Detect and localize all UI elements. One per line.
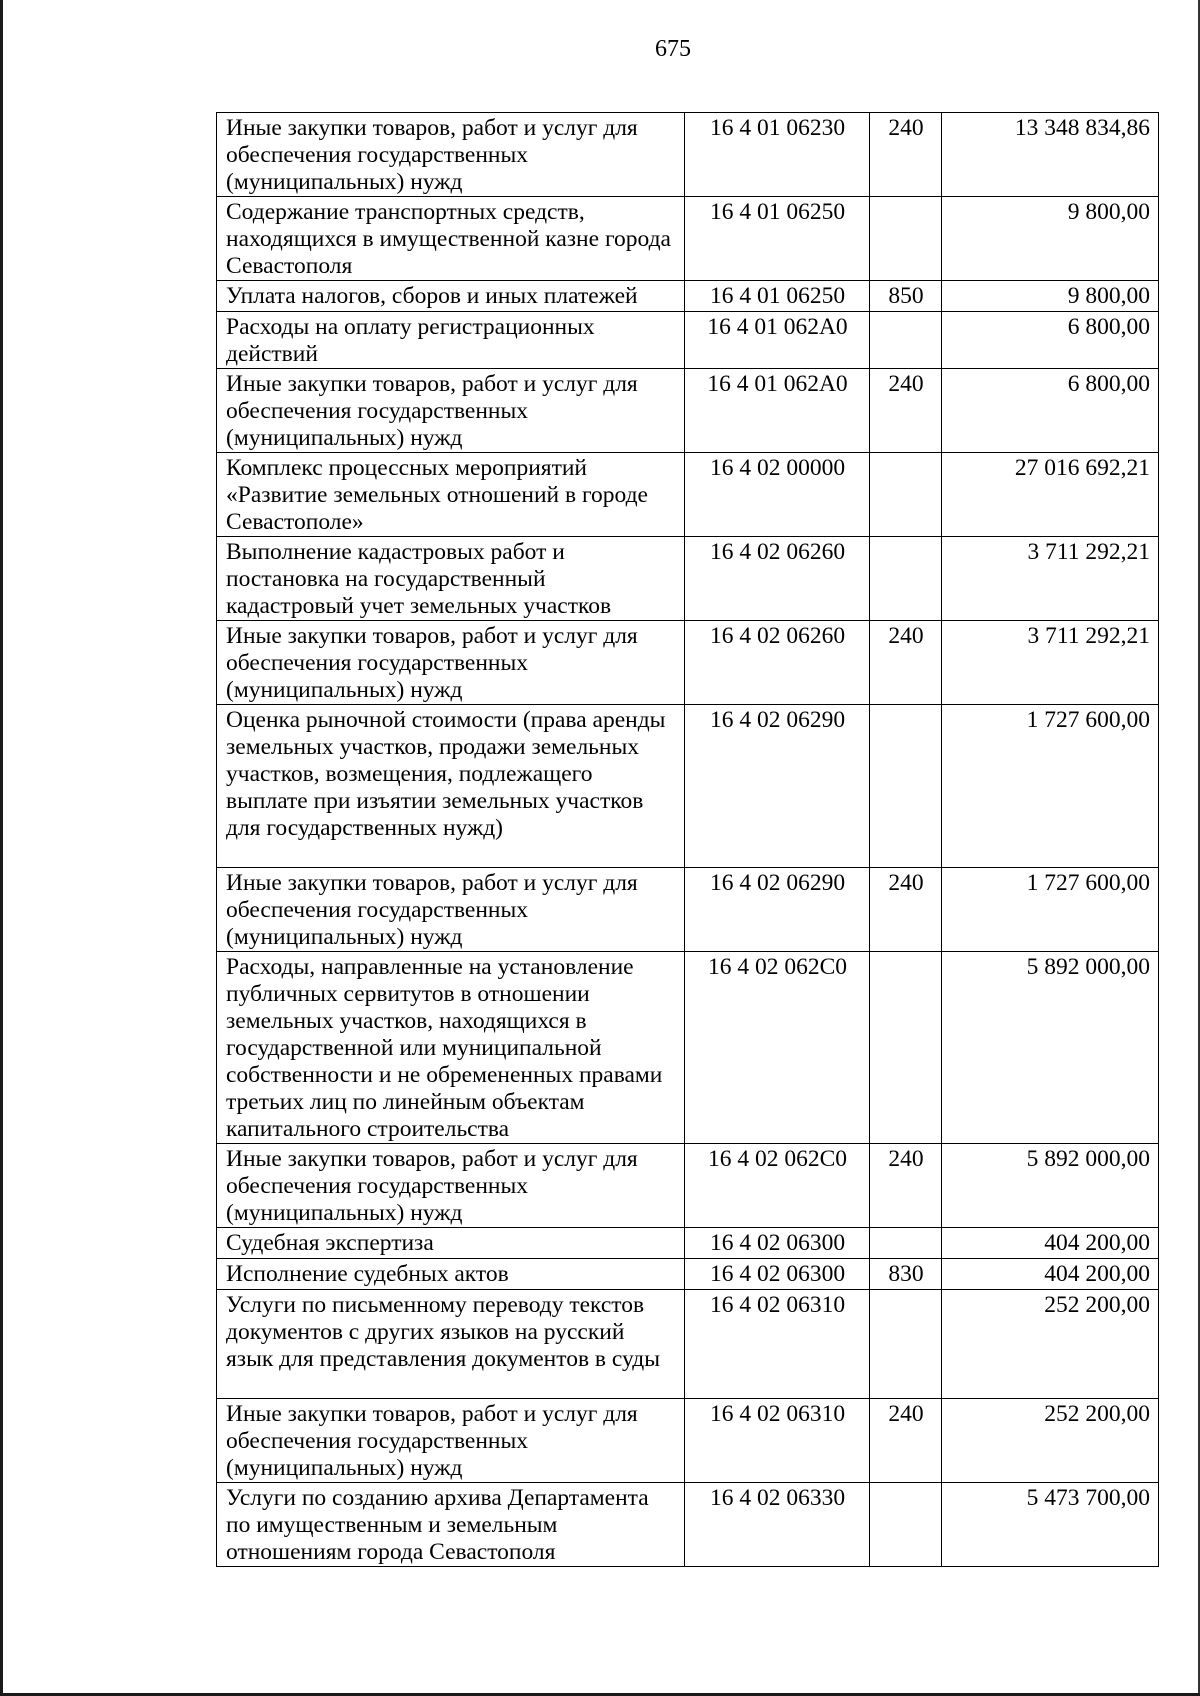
table-row bbox=[217, 197, 1159, 281]
expense-type-code-cell bbox=[870, 952, 942, 1144]
target-article-code-cell: 16 4 02 06310 bbox=[685, 1399, 870, 1483]
target-article-code-cell: 16 4 02 06260 bbox=[685, 537, 870, 621]
table-row bbox=[217, 312, 1159, 369]
table-row bbox=[217, 1259, 1159, 1290]
amount-cell: 27 016 692,21 bbox=[942, 453, 1159, 537]
table-row bbox=[217, 281, 1159, 312]
expense-type-code-cell bbox=[870, 1290, 942, 1399]
amount-cell: 252 200,00 bbox=[942, 1290, 1159, 1399]
amount-cell: 1 727 600,00 bbox=[942, 705, 1159, 868]
expense-type-code-cell bbox=[870, 1228, 942, 1259]
target-article-code-cell: 16 4 01 062А0 bbox=[685, 369, 870, 453]
table-row bbox=[217, 1483, 1159, 1567]
expense-name-cell: Иные закупки товаров, работ и услуг для обеспечения государственных (муниципальных) нужд bbox=[217, 113, 685, 197]
expense-name-cell: Уплата налогов, сборов и иных платежей bbox=[217, 281, 685, 312]
budget-table bbox=[216, 112, 1159, 1567]
table-row bbox=[217, 113, 1159, 197]
amount-cell: 9 800,00 bbox=[942, 281, 1159, 312]
expense-name-cell: Услуги по письменному переводу текстов документов с других языков на русский язык для представления документов в суды bbox=[217, 1290, 685, 1399]
expense-type-code-cell bbox=[870, 1483, 942, 1567]
target-article-code-cell: 16 4 02 062С0 bbox=[685, 1144, 870, 1228]
amount-cell: 6 800,00 bbox=[942, 369, 1159, 453]
expense-name-cell: Услуги по созданию архива Департамента по имущественным и земельным отношениям города Севастополя bbox=[217, 1483, 685, 1567]
amount-cell: 3 711 292,21 bbox=[942, 537, 1159, 621]
scan-edge-left bbox=[0, 0, 3, 1696]
expense-name-cell: Содержание транспортных средств, находящихся в имущественной казне города Севастополя bbox=[217, 197, 685, 281]
amount-cell: 13 348 834,86 bbox=[942, 113, 1159, 197]
amount-cell: 5 892 000,00 bbox=[942, 1144, 1159, 1228]
expense-name-cell: Расходы, направленные на установление публичных сервитутов в отношении земельных участков, находящихся в государственной или муниципальной собственности и не обремененных правами третьих лиц по линейным объектам капитального строительства bbox=[217, 952, 685, 1144]
target-article-code-cell: 16 4 02 06310 bbox=[685, 1290, 870, 1399]
expense-type-code-cell: 830 bbox=[870, 1259, 942, 1290]
expense-type-code-cell: 240 bbox=[870, 113, 942, 197]
amount-cell: 1 727 600,00 bbox=[942, 868, 1159, 952]
expense-name-cell: Иные закупки товаров, работ и услуг для обеспечения государственных (муниципальных) нужд bbox=[217, 868, 685, 952]
amount-cell: 252 200,00 bbox=[942, 1399, 1159, 1483]
expense-type-code-cell: 850 bbox=[870, 281, 942, 312]
amount-cell: 404 200,00 bbox=[942, 1228, 1159, 1259]
expense-name-cell: Иные закупки товаров, работ и услуг для обеспечения государственных (муниципальных) нужд bbox=[217, 1144, 685, 1228]
target-article-code-cell: 16 4 02 062С0 bbox=[685, 952, 870, 1144]
target-article-code-cell: 16 4 02 06260 bbox=[685, 621, 870, 705]
table-row bbox=[217, 705, 1159, 868]
expense-type-code-cell bbox=[870, 453, 942, 537]
table-body bbox=[217, 113, 1159, 1567]
expense-name-cell: Судебная экспертиза bbox=[217, 1228, 685, 1259]
expense-type-code-cell bbox=[870, 312, 942, 369]
target-article-code-cell: 16 4 02 06290 bbox=[685, 705, 870, 868]
target-article-code-cell: 16 4 02 06300 bbox=[685, 1228, 870, 1259]
expense-name-cell: Иные закупки товаров, работ и услуг для обеспечения государственных (муниципальных) нужд bbox=[217, 621, 685, 705]
target-article-code-cell: 16 4 01 062А0 bbox=[685, 312, 870, 369]
target-article-code-cell: 16 4 01 06250 bbox=[685, 281, 870, 312]
target-article-code-cell: 16 4 02 06330 bbox=[685, 1483, 870, 1567]
target-article-code-cell: 16 4 02 06290 bbox=[685, 868, 870, 952]
table-row bbox=[217, 868, 1159, 952]
table-row bbox=[217, 952, 1159, 1144]
expense-type-code-cell bbox=[870, 537, 942, 621]
table-row bbox=[217, 1399, 1159, 1483]
expense-name-cell: Иные закупки товаров, работ и услуг для обеспечения государственных (муниципальных) нужд bbox=[217, 1399, 685, 1483]
expense-name-cell: Иные закупки товаров, работ и услуг для обеспечения государственных (муниципальных) нужд bbox=[217, 369, 685, 453]
expense-type-code-cell: 240 bbox=[870, 369, 942, 453]
amount-cell: 5 892 000,00 bbox=[942, 952, 1159, 1144]
table-row bbox=[217, 453, 1159, 537]
page-number: 675 bbox=[655, 36, 691, 62]
expense-name-cell: Комплекс процессных мероприятий «Развитие земельных отношений в городе Севастополе» bbox=[217, 453, 685, 537]
amount-cell: 5 473 700,00 bbox=[942, 1483, 1159, 1567]
amount-cell: 6 800,00 bbox=[942, 312, 1159, 369]
target-article-code-cell: 16 4 02 00000 bbox=[685, 453, 870, 537]
amount-cell: 9 800,00 bbox=[942, 197, 1159, 281]
expense-type-code-cell: 240 bbox=[870, 621, 942, 705]
expense-name-cell: Оценка рыночной стоимости (права аренды земельных участков, продажи земельных участков, возмещения, подлежащего выплате при изъятии земельных участков для государственных нужд) bbox=[217, 705, 685, 868]
target-article-code-cell: 16 4 01 06230 bbox=[685, 113, 870, 197]
table-row bbox=[217, 1144, 1159, 1228]
expense-type-code-cell bbox=[870, 705, 942, 868]
target-article-code-cell: 16 4 01 06250 bbox=[685, 197, 870, 281]
table-row bbox=[217, 1290, 1159, 1399]
table-row bbox=[217, 1228, 1159, 1259]
expense-name-cell: Расходы на оплату регистрационных действий bbox=[217, 312, 685, 369]
table-row bbox=[217, 369, 1159, 453]
table-row bbox=[217, 621, 1159, 705]
expense-type-code-cell bbox=[870, 197, 942, 281]
amount-cell: 404 200,00 bbox=[942, 1259, 1159, 1290]
expense-name-cell: Выполнение кадастровых работ и постановка на государственный кадастровый учет земельных участков bbox=[217, 537, 685, 621]
expense-name-cell: Исполнение судебных актов bbox=[217, 1259, 685, 1290]
table-row bbox=[217, 537, 1159, 621]
expense-type-code-cell: 240 bbox=[870, 1399, 942, 1483]
amount-cell: 3 711 292,21 bbox=[942, 621, 1159, 705]
expense-type-code-cell: 240 bbox=[870, 1144, 942, 1228]
target-article-code-cell: 16 4 02 06300 bbox=[685, 1259, 870, 1290]
expense-type-code-cell: 240 bbox=[870, 868, 942, 952]
